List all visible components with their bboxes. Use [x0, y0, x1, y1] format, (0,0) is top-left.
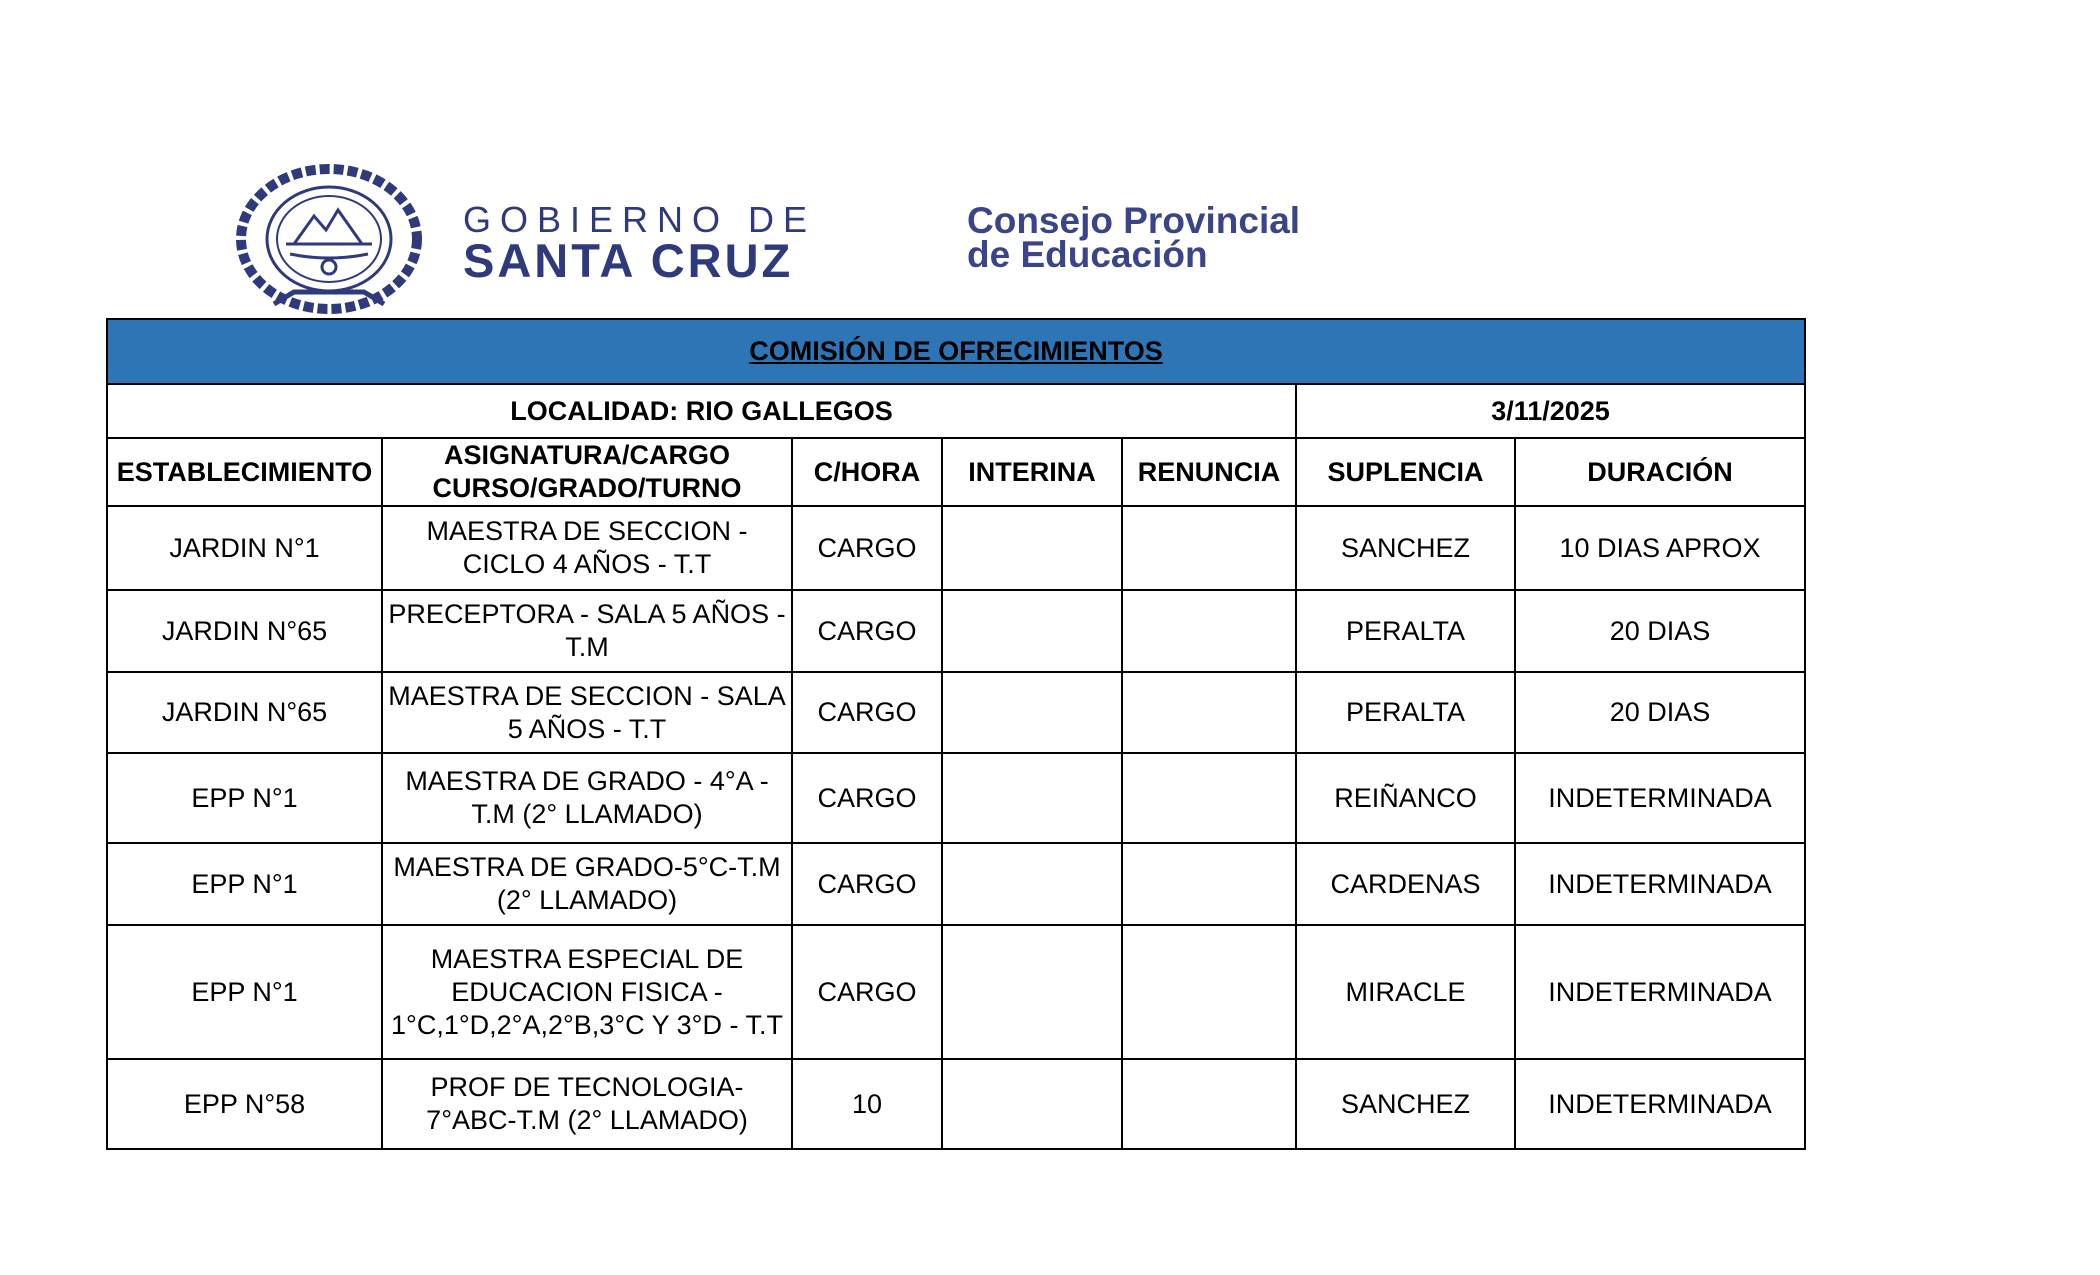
column-header: C/HORA	[792, 438, 942, 506]
council-line-2: de Educación	[967, 234, 1208, 275]
table-row	[107, 1059, 1805, 1149]
duracion-cell: 20 DIAS	[1515, 672, 1805, 753]
chora-cell: CARGO	[792, 506, 942, 590]
offers-table	[106, 318, 1806, 1150]
establecimiento-cell: EPP N°1	[107, 843, 382, 925]
suplencia-cell: MIRACLE	[1296, 925, 1515, 1059]
renuncia-cell	[1122, 925, 1296, 1059]
column-header: INTERINA	[942, 438, 1122, 506]
council-wordmark	[967, 200, 1301, 275]
sheet-date: 3/11/2025	[1296, 384, 1805, 438]
chora-cell: CARGO	[792, 843, 942, 925]
locality-label: LOCALIDAD: RIO GALLEGOS	[107, 384, 1296, 438]
title-row	[107, 319, 1805, 384]
asignatura-cell: MAESTRA DE SECCION - CICLO 4 AÑOS - T.T	[382, 506, 792, 590]
interina-cell	[942, 506, 1122, 590]
table-row	[107, 672, 1805, 753]
asignatura-cell: MAESTRA ESPECIAL DE EDUCACION FISICA - 1°C,1°D,2°A,2°B,3°C Y 3°D - T.T	[382, 925, 792, 1059]
asignatura-cell: MAESTRA DE GRADO-5°C-T.M (2° LLAMADO)	[382, 843, 792, 925]
suplencia-cell: PERALTA	[1296, 672, 1515, 753]
establecimiento-cell: EPP N°1	[107, 753, 382, 843]
suplencia-cell: CARDENAS	[1296, 843, 1515, 925]
establecimiento-cell: JARDIN N°65	[107, 672, 382, 753]
table-row	[107, 843, 1805, 925]
interina-cell	[942, 925, 1122, 1059]
government-line-1: GOBIERNO DE	[463, 199, 817, 240]
locality-row	[107, 384, 1805, 438]
column-header: ASIGNATURA/CARGO CURSO/GRADO/TURNO	[382, 438, 792, 506]
table-row	[107, 590, 1805, 672]
column-header: DURACIÓN	[1515, 438, 1805, 506]
renuncia-cell	[1122, 672, 1296, 753]
establecimiento-cell: JARDIN N°65	[107, 590, 382, 672]
duracion-cell: 20 DIAS	[1515, 590, 1805, 672]
table-row	[107, 925, 1805, 1059]
interina-cell	[942, 1059, 1122, 1149]
renuncia-cell	[1122, 506, 1296, 590]
asignatura-cell: MAESTRA DE GRADO - 4°A - T.M (2° LLAMADO)	[382, 753, 792, 843]
column-header: SUPLENCIA	[1296, 438, 1515, 506]
duracion-cell: INDETERMINADA	[1515, 925, 1805, 1059]
renuncia-cell	[1122, 590, 1296, 672]
renuncia-cell	[1122, 843, 1296, 925]
establecimiento-cell: EPP N°58	[107, 1059, 382, 1149]
council-line-1: Consejo Provincial	[967, 200, 1301, 241]
table-row	[107, 506, 1805, 590]
duracion-cell: 10 DIAS APROX	[1515, 506, 1805, 590]
asignatura-cell: PRECEPTORA - SALA 5 AÑOS - T.M	[382, 590, 792, 672]
interina-cell	[942, 753, 1122, 843]
column-header: ESTABLECIMIENTO	[107, 438, 382, 506]
column-header-row	[107, 438, 1805, 506]
duracion-cell: INDETERMINADA	[1515, 843, 1805, 925]
chora-cell: CARGO	[792, 672, 942, 753]
santa-cruz-seal-icon	[234, 164, 424, 314]
chora-cell: CARGO	[792, 753, 942, 843]
header-logos	[230, 160, 1380, 320]
establecimiento-cell: EPP N°1	[107, 925, 382, 1059]
suplencia-cell: SANCHEZ	[1296, 1059, 1515, 1149]
establecimiento-cell: JARDIN N°1	[107, 506, 382, 590]
sheet-title: COMISIÓN DE OFRECIMIENTOS	[107, 319, 1805, 384]
interina-cell	[942, 672, 1122, 753]
chora-cell: CARGO	[792, 925, 942, 1059]
suplencia-cell: SANCHEZ	[1296, 506, 1515, 590]
interina-cell	[942, 843, 1122, 925]
suplencia-cell: REIÑANCO	[1296, 753, 1515, 843]
interina-cell	[942, 590, 1122, 672]
government-line-2: SANTA CRUZ	[463, 234, 794, 287]
duracion-cell: INDETERMINADA	[1515, 753, 1805, 843]
government-wordmark	[463, 199, 817, 287]
chora-cell: 10	[792, 1059, 942, 1149]
duracion-cell: INDETERMINADA	[1515, 1059, 1805, 1149]
chora-cell: CARGO	[792, 590, 942, 672]
asignatura-cell: MAESTRA DE SECCION - SALA 5 AÑOS - T.T	[382, 672, 792, 753]
suplencia-cell: PERALTA	[1296, 590, 1515, 672]
table-row	[107, 753, 1805, 843]
asignatura-cell: PROF DE TECNOLOGIA-7°ABC-T.M (2° LLAMADO)	[382, 1059, 792, 1149]
renuncia-cell	[1122, 1059, 1296, 1149]
renuncia-cell	[1122, 753, 1296, 843]
column-header: RENUNCIA	[1122, 438, 1296, 506]
